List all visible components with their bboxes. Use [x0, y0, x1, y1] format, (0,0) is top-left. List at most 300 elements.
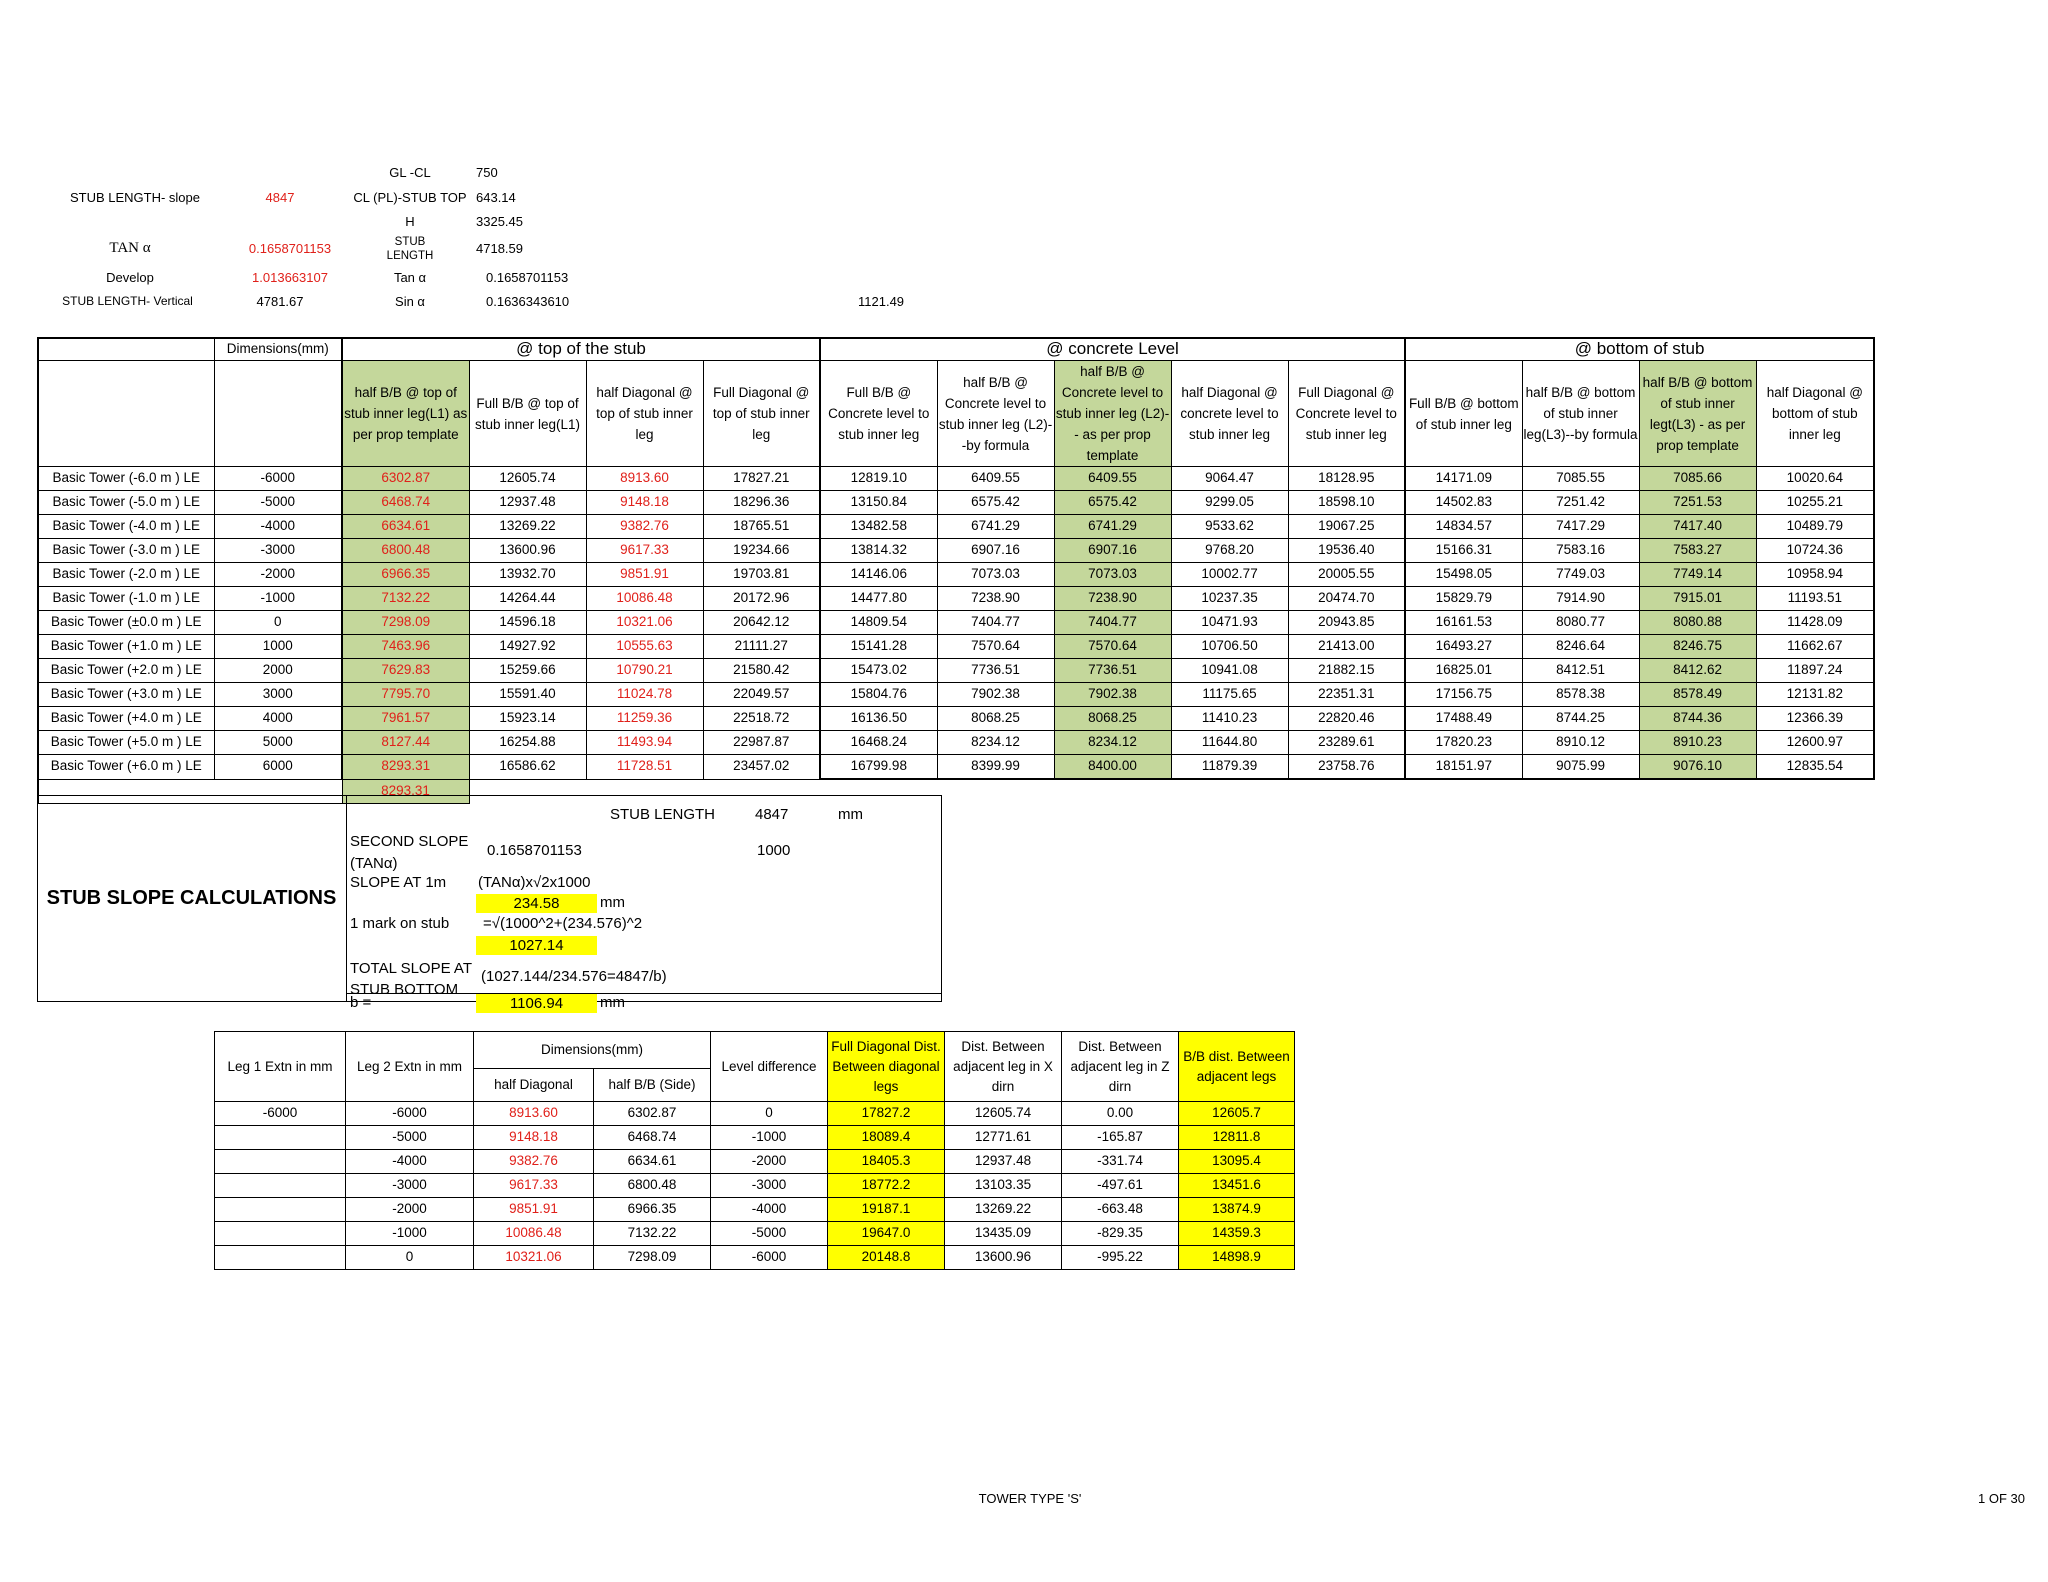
table-cell: 13150.84 — [820, 491, 937, 515]
table-cell: 11897.24 — [1756, 659, 1874, 683]
second-slope-label: SECOND SLOPE (TANα) — [350, 833, 469, 872]
table-cell: 7570.64 — [1054, 635, 1171, 659]
table-cell: 0 — [214, 611, 342, 635]
table-cell: 10706.50 — [1171, 635, 1288, 659]
param-label: STUB LENGTH- slope — [69, 190, 201, 205]
table-cell: 10724.36 — [1756, 539, 1874, 563]
table-row — [38, 707, 1874, 731]
table-cell: 18598.10 — [1288, 491, 1405, 515]
table-cell: -1000 — [346, 1222, 474, 1246]
slope-at-1m-formula: (TANα)x√2x1000 — [478, 874, 591, 891]
table-cell: 22351.31 — [1288, 683, 1405, 707]
table-cell: 8412.62 — [1639, 659, 1756, 683]
table-cell: -331.74 — [1062, 1150, 1179, 1174]
table-row — [215, 1246, 1295, 1270]
table-cell: 7073.03 — [1054, 563, 1171, 587]
table-cell — [215, 1126, 346, 1150]
row-label: Basic Tower (+6.0 m ) LE — [38, 755, 214, 780]
table-cell: 7404.77 — [1054, 611, 1171, 635]
table-cell: 9768.20 — [1171, 539, 1288, 563]
table-cell: 15166.31 — [1405, 539, 1522, 563]
table-cell: -5000 — [214, 491, 342, 515]
table-cell: 12811.8 — [1179, 1126, 1295, 1150]
total-slope-label: TOTAL SLOPE AT STUB BOTTOM — [350, 960, 472, 994]
table-cell: 22987.87 — [703, 731, 820, 755]
table-cell: 11428.09 — [1756, 611, 1874, 635]
table-cell: 8578.49 — [1639, 683, 1756, 707]
column-header: Full Diagonal @ Concrete level to stub inner leg — [1288, 361, 1405, 467]
table-cell: 15498.05 — [1405, 563, 1522, 587]
row-label: Basic Tower (+3.0 m ) LE — [38, 683, 214, 707]
table-cell: 12771.61 — [945, 1126, 1062, 1150]
column-header: half Diagonal @ concrete level to stub inner leg — [1171, 361, 1288, 467]
table-cell: 10237.35 — [1171, 587, 1288, 611]
table-cell: 10471.93 — [1171, 611, 1288, 635]
table-cell: 6966.35 — [594, 1198, 711, 1222]
table-cell: 13600.96 — [945, 1246, 1062, 1270]
table-cell: 16254.88 — [469, 731, 586, 755]
table-cell: -829.35 — [1062, 1222, 1179, 1246]
column-header: half Diagonal @ bottom of stub inner leg — [1756, 361, 1874, 467]
table-cell: 22518.72 — [703, 707, 820, 731]
table-cell: -3000 — [711, 1174, 828, 1198]
table-cell: 7902.38 — [937, 683, 1054, 707]
table-cell: 8399.99 — [937, 755, 1054, 780]
table-cell: 6468.74 — [594, 1126, 711, 1150]
table-cell: -6000 — [215, 1102, 346, 1126]
table-cell: 14809.54 — [820, 611, 937, 635]
table-cell: 0.00 — [1062, 1102, 1179, 1126]
table-cell: 14834.57 — [1405, 515, 1522, 539]
column-header: half Diagonal @ top of stub inner leg — [586, 361, 703, 467]
slope-at-1m-label: SLOPE AT 1m — [350, 874, 447, 891]
leg-extension-table — [214, 1031, 1295, 1270]
extra-value: 1121.49 — [858, 294, 905, 309]
table-cell: -6000 — [214, 467, 342, 491]
group-bottom-of-stub: @ bottom of stub — [1405, 338, 1874, 361]
table-cell: 13814.32 — [820, 539, 937, 563]
table-cell: 20474.70 — [1288, 587, 1405, 611]
extra-row-cell: 8293.31 — [342, 779, 469, 803]
table-row — [215, 1150, 1295, 1174]
row-label: Basic Tower (+2.0 m ) LE — [38, 659, 214, 683]
table-cell: 11644.80 — [1171, 731, 1288, 755]
table-cell: 14898.9 — [1179, 1246, 1295, 1270]
table-cell: 7132.22 — [594, 1222, 711, 1246]
table-cell: 8246.75 — [1639, 635, 1756, 659]
stub-length-unit: mm — [838, 806, 863, 823]
table-cell: -2000 — [214, 563, 342, 587]
table-cell: 10321.06 — [474, 1246, 594, 1270]
param-value: 643.14 — [476, 190, 516, 205]
table-cell: 18765.51 — [703, 515, 820, 539]
table-cell: -6000 — [346, 1102, 474, 1126]
table-cell: 9617.33 — [586, 539, 703, 563]
table-cell: 19187.1 — [828, 1198, 945, 1222]
table-cell: -4000 — [214, 515, 342, 539]
dist-x-header: Dist. Between adjacent leg in X dirn — [945, 1032, 1062, 1102]
column-header: half B/B @ Concrete level to stub inner leg (L2)--by formula — [937, 361, 1054, 467]
table-cell: 18089.4 — [828, 1126, 945, 1150]
table-row — [38, 491, 1874, 515]
table-cell: 6741.29 — [1054, 515, 1171, 539]
table-cell: 16468.24 — [820, 731, 937, 755]
table-row — [215, 1174, 1295, 1198]
row-label: Basic Tower (-3.0 m ) LE — [38, 539, 214, 563]
table-cell: 7749.03 — [1522, 563, 1639, 587]
table-cell: 20005.55 — [1288, 563, 1405, 587]
dimensions-header: Dimensions(mm) — [474, 1032, 711, 1069]
table-row — [215, 1198, 1295, 1222]
b-unit: mm — [600, 994, 625, 1011]
table-cell: 8913.60 — [474, 1102, 594, 1126]
table-cell: 14146.06 — [820, 563, 937, 587]
table-cell: 18296.36 — [703, 491, 820, 515]
table-cell: 9076.10 — [1639, 755, 1756, 780]
table-row — [38, 587, 1874, 611]
table-cell: 13103.35 — [945, 1174, 1062, 1198]
table-row — [38, 683, 1874, 707]
table-cell: 21111.27 — [703, 635, 820, 659]
page-number: 1 OF 30 — [1978, 1491, 2025, 1506]
table-cell: 10255.21 — [1756, 491, 1874, 515]
table-cell: 7073.03 — [937, 563, 1054, 587]
table-cell: 13095.4 — [1179, 1150, 1295, 1174]
table-cell: 11662.67 — [1756, 635, 1874, 659]
row-label: Basic Tower (±0.0 m ) LE — [38, 611, 214, 635]
table-cell: 7417.29 — [1522, 515, 1639, 539]
table-cell: 16161.53 — [1405, 611, 1522, 635]
param-value: 4781.67 — [256, 294, 304, 309]
table-cell: 7902.38 — [1054, 683, 1171, 707]
table-cell: 6409.55 — [1054, 467, 1171, 491]
column-header: Full B/B @ top of stub inner leg(L1) — [469, 361, 586, 467]
table-cell: 17488.49 — [1405, 707, 1522, 731]
table-cell: 8744.25 — [1522, 707, 1639, 731]
param-label: Tan α — [393, 270, 427, 285]
table-cell: 6634.61 — [594, 1150, 711, 1174]
table-cell: -165.87 — [1062, 1126, 1179, 1150]
table-cell: 10086.48 — [474, 1222, 594, 1246]
table-cell: 19234.66 — [703, 539, 820, 563]
table-cell: 8910.23 — [1639, 731, 1756, 755]
table-cell: 7132.22 — [342, 587, 469, 611]
table-cell: 7251.42 — [1522, 491, 1639, 515]
table-cell: 14359.3 — [1179, 1222, 1295, 1246]
table-cell: -3000 — [346, 1174, 474, 1198]
table-cell: 13874.9 — [1179, 1198, 1295, 1222]
table-cell: 12366.39 — [1756, 707, 1874, 731]
table-cell: 12605.7 — [1179, 1102, 1295, 1126]
table-cell: 4000 — [214, 707, 342, 731]
table-cell: 18128.95 — [1288, 467, 1405, 491]
table-cell: 8744.36 — [1639, 707, 1756, 731]
table-cell: 8910.12 — [1522, 731, 1639, 755]
row-label: Basic Tower (-6.0 m ) LE — [38, 467, 214, 491]
table-cell — [215, 1246, 346, 1270]
table-cell: 7749.14 — [1639, 563, 1756, 587]
table-cell: 10086.48 — [586, 587, 703, 611]
table-cell: 8068.25 — [1054, 707, 1171, 731]
mark-formula: =√(1000^2+(234.576)^2 — [483, 915, 643, 932]
table-cell: 9148.18 — [586, 491, 703, 515]
table-cell: 3000 — [214, 683, 342, 707]
mark-label: 1 mark on stub — [350, 915, 450, 932]
table-cell: 7583.16 — [1522, 539, 1639, 563]
stub-length-value: 4847 — [755, 806, 789, 823]
table-cell: 13932.70 — [469, 563, 586, 587]
param-label: CL (PL)-STUB TOP — [353, 190, 467, 205]
param-label: STUB LENGTH — [386, 236, 434, 262]
table-cell: 21580.42 — [703, 659, 820, 683]
table-cell: 11493.94 — [586, 731, 703, 755]
column-header: Full Diagonal @ top of stub inner leg — [703, 361, 820, 467]
table-cell: 11024.78 — [586, 683, 703, 707]
table-cell: 6907.16 — [1054, 539, 1171, 563]
param-value: 0.1658701153 — [486, 270, 569, 285]
table-cell: 14477.80 — [820, 587, 937, 611]
table-row — [38, 467, 1874, 491]
table-cell: -2000 — [346, 1198, 474, 1222]
table-cell: 18151.97 — [1405, 755, 1522, 780]
table-cell: 8080.88 — [1639, 611, 1756, 635]
table-cell: 7404.77 — [937, 611, 1054, 635]
table-cell: 20642.12 — [703, 611, 820, 635]
table-cell: 8412.51 — [1522, 659, 1639, 683]
table-cell: -5000 — [711, 1222, 828, 1246]
table-cell: -4000 — [346, 1150, 474, 1174]
table-cell: 7795.70 — [342, 683, 469, 707]
param-label: Sin α — [395, 294, 425, 309]
table-cell: 14927.92 — [469, 635, 586, 659]
table-cell: -4000 — [711, 1198, 828, 1222]
param-value: 3325.45 — [476, 214, 523, 229]
table-cell: 0 — [711, 1102, 828, 1126]
table-row — [38, 563, 1874, 587]
table-cell: 7238.90 — [937, 587, 1054, 611]
table-cell: 20148.8 — [828, 1246, 945, 1270]
table-cell: 13269.22 — [469, 515, 586, 539]
table-cell: 7961.57 — [342, 707, 469, 731]
slope-at-1m-unit: mm — [600, 894, 625, 911]
table-cell — [215, 1222, 346, 1246]
table-cell: 16799.98 — [820, 755, 937, 780]
table-cell: 6409.55 — [937, 467, 1054, 491]
table-cell — [215, 1150, 346, 1174]
table-cell: 10555.63 — [586, 635, 703, 659]
leg1-header: Leg 1 Extn in mm — [215, 1032, 346, 1102]
column-header: half B/B @ top of stub inner leg(L1) as per prop template — [342, 361, 469, 467]
table-cell: 9075.99 — [1522, 755, 1639, 780]
table-cell: 6741.29 — [937, 515, 1054, 539]
table-cell: 6966.35 — [342, 563, 469, 587]
table-cell: 11728.51 — [586, 755, 703, 780]
table-cell: 7085.66 — [1639, 467, 1756, 491]
table-cell: 19647.0 — [828, 1222, 945, 1246]
group-concrete-level: @ concrete Level — [820, 338, 1405, 361]
half-bb-header: half B/B (Side) — [594, 1069, 711, 1102]
table-cell: 15473.02 — [820, 659, 937, 683]
table-cell: 10941.08 — [1171, 659, 1288, 683]
table-row — [215, 1222, 1295, 1246]
table-cell: 13269.22 — [945, 1198, 1062, 1222]
row-label: Basic Tower (+1.0 m ) LE — [38, 635, 214, 659]
row-label: Basic Tower (-4.0 m ) LE — [38, 515, 214, 539]
param-value: 1.013663107 — [252, 270, 328, 285]
table-cell: 17820.23 — [1405, 731, 1522, 755]
param-value: 0.1658701153 — [248, 241, 332, 256]
table-cell: 16136.50 — [820, 707, 937, 731]
table-cell: 8234.12 — [937, 731, 1054, 755]
table-cell: 10321.06 — [586, 611, 703, 635]
table-cell: 17827.2 — [828, 1102, 945, 1126]
table-cell: 9382.76 — [474, 1150, 594, 1174]
table-cell: 1000 — [214, 635, 342, 659]
table-row — [38, 539, 1874, 563]
table-cell: 11193.51 — [1756, 587, 1874, 611]
full-diag-header: Full Diagonal Dist. Between diagonal legs — [828, 1032, 945, 1102]
table-cell: 7417.40 — [1639, 515, 1756, 539]
second-slope-extra: 1000 — [757, 842, 791, 859]
table-cell: 8068.25 — [937, 707, 1054, 731]
table-cell: 18772.2 — [828, 1174, 945, 1198]
row-label: Basic Tower (-5.0 m ) LE — [38, 491, 214, 515]
table-cell — [215, 1198, 346, 1222]
table-row — [38, 611, 1874, 635]
table-cell: 12131.82 — [1756, 683, 1874, 707]
table-cell: -663.48 — [1062, 1198, 1179, 1222]
row-label: Basic Tower (-1.0 m ) LE — [38, 587, 214, 611]
level-diff-header: Level difference — [711, 1032, 828, 1102]
table-cell: 23289.61 — [1288, 731, 1405, 755]
table-cell: 17827.21 — [703, 467, 820, 491]
dimensions-header: Dimensions(mm) — [214, 338, 342, 361]
table-cell: 8293.31 — [342, 755, 469, 780]
table-row — [38, 755, 1874, 780]
table-cell: 13482.58 — [820, 515, 937, 539]
table-cell: -2000 — [711, 1150, 828, 1174]
table-cell: 11879.39 — [1171, 755, 1288, 780]
b-value: 1106.94 — [476, 994, 597, 1013]
table-cell: -995.22 — [1062, 1246, 1179, 1270]
table-cell: 7298.09 — [594, 1246, 711, 1270]
row-label: Basic Tower (-2.0 m ) LE — [38, 563, 214, 587]
table-cell: 9851.91 — [474, 1198, 594, 1222]
table-cell: 7736.51 — [1054, 659, 1171, 683]
table-cell: 11259.36 — [586, 707, 703, 731]
param-label: STUB LENGTH- Vertical — [62, 294, 193, 308]
table-cell: 8400.00 — [1054, 755, 1171, 780]
table-cell: 15141.28 — [820, 635, 937, 659]
table-cell: 10958.94 — [1756, 563, 1874, 587]
table-cell: 16493.27 — [1405, 635, 1522, 659]
divider — [347, 993, 942, 994]
table-cell: 23457.02 — [703, 755, 820, 780]
param-value: 4718.59 — [476, 241, 523, 256]
column-header: half B/B @ bottom of stub inner legt(L3) - as per prop template — [1639, 361, 1756, 467]
table-cell: 14502.83 — [1405, 491, 1522, 515]
table-cell: 15259.66 — [469, 659, 586, 683]
table-cell: 9617.33 — [474, 1174, 594, 1198]
table-cell: 13600.96 — [469, 539, 586, 563]
table-cell: 7629.83 — [342, 659, 469, 683]
table-cell: 9064.47 — [1171, 467, 1288, 491]
table-cell: 18405.3 — [828, 1150, 945, 1174]
column-header: Full B/B @ Concrete level to stub inner leg — [820, 361, 937, 467]
table-cell: 12600.97 — [1756, 731, 1874, 755]
table-cell: 7583.27 — [1639, 539, 1756, 563]
table-cell: 9851.91 — [586, 563, 703, 587]
table-cell: 22820.46 — [1288, 707, 1405, 731]
stub-length-label: STUB LENGTH — [610, 806, 716, 823]
table-cell: 13451.6 — [1179, 1174, 1295, 1198]
slope-title: STUB SLOPE CALCULATIONS — [46, 887, 337, 909]
row-label: Basic Tower (+5.0 m ) LE — [38, 731, 214, 755]
table-cell: 6302.87 — [594, 1102, 711, 1126]
column-header: Full B/B @ bottom of stub inner leg — [1405, 361, 1522, 467]
main-dimensions-table — [37, 337, 1875, 804]
table-cell: 7463.96 — [342, 635, 469, 659]
table-cell: 14596.18 — [469, 611, 586, 635]
param-label: TAN α — [109, 240, 151, 256]
table-cell: 16586.62 — [469, 755, 586, 780]
table-cell: 19536.40 — [1288, 539, 1405, 563]
param-value: 0.1636343610 — [486, 294, 570, 309]
table-cell: 6468.74 — [342, 491, 469, 515]
param-label: GL -CL — [389, 165, 431, 180]
table-cell: 15591.40 — [469, 683, 586, 707]
table-cell: 10489.79 — [1756, 515, 1874, 539]
table-cell: 15804.76 — [820, 683, 937, 707]
table-cell: 11175.65 — [1171, 683, 1288, 707]
row-label: Basic Tower (+4.0 m ) LE — [38, 707, 214, 731]
table-cell: 15923.14 — [469, 707, 586, 731]
table-cell: 0 — [346, 1246, 474, 1270]
table-row — [38, 659, 1874, 683]
table-cell: 10002.77 — [1171, 563, 1288, 587]
table-cell: 21882.15 — [1288, 659, 1405, 683]
table-cell: -1000 — [214, 587, 342, 611]
table-cell: 17156.75 — [1405, 683, 1522, 707]
table-cell: 13435.09 — [945, 1222, 1062, 1246]
slope-title-cell — [37, 795, 347, 1002]
table-cell: 7085.55 — [1522, 467, 1639, 491]
table-row — [38, 635, 1874, 659]
mark-value: 1027.14 — [476, 936, 597, 955]
param-value: 4847 — [265, 190, 295, 205]
param-label: Develop — [106, 270, 154, 285]
bb-dist-header: B/B dist. Between adjacent legs — [1179, 1032, 1295, 1102]
table-cell: 8913.60 — [586, 467, 703, 491]
table-cell: 7914.90 — [1522, 587, 1639, 611]
table-cell: 20172.96 — [703, 587, 820, 611]
leg2-header: Leg 2 Extn in mm — [346, 1032, 474, 1102]
table-cell: 10790.21 — [586, 659, 703, 683]
table-row — [38, 731, 1874, 755]
table-cell: 21413.00 — [1288, 635, 1405, 659]
table-cell: -497.61 — [1062, 1174, 1179, 1198]
table-cell: 6575.42 — [1054, 491, 1171, 515]
table-cell: 22049.57 — [703, 683, 820, 707]
param-value: 750 — [476, 165, 498, 180]
b-label: b = — [350, 994, 372, 1011]
column-header: half B/B @ bottom of stub inner leg(L3)--by formula — [1522, 361, 1639, 467]
table-cell: 8234.12 — [1054, 731, 1171, 755]
table-cell: -6000 — [711, 1246, 828, 1270]
table-cell — [215, 1174, 346, 1198]
half-diag-header: half Diagonal — [474, 1069, 594, 1102]
table-cell: 8127.44 — [342, 731, 469, 755]
